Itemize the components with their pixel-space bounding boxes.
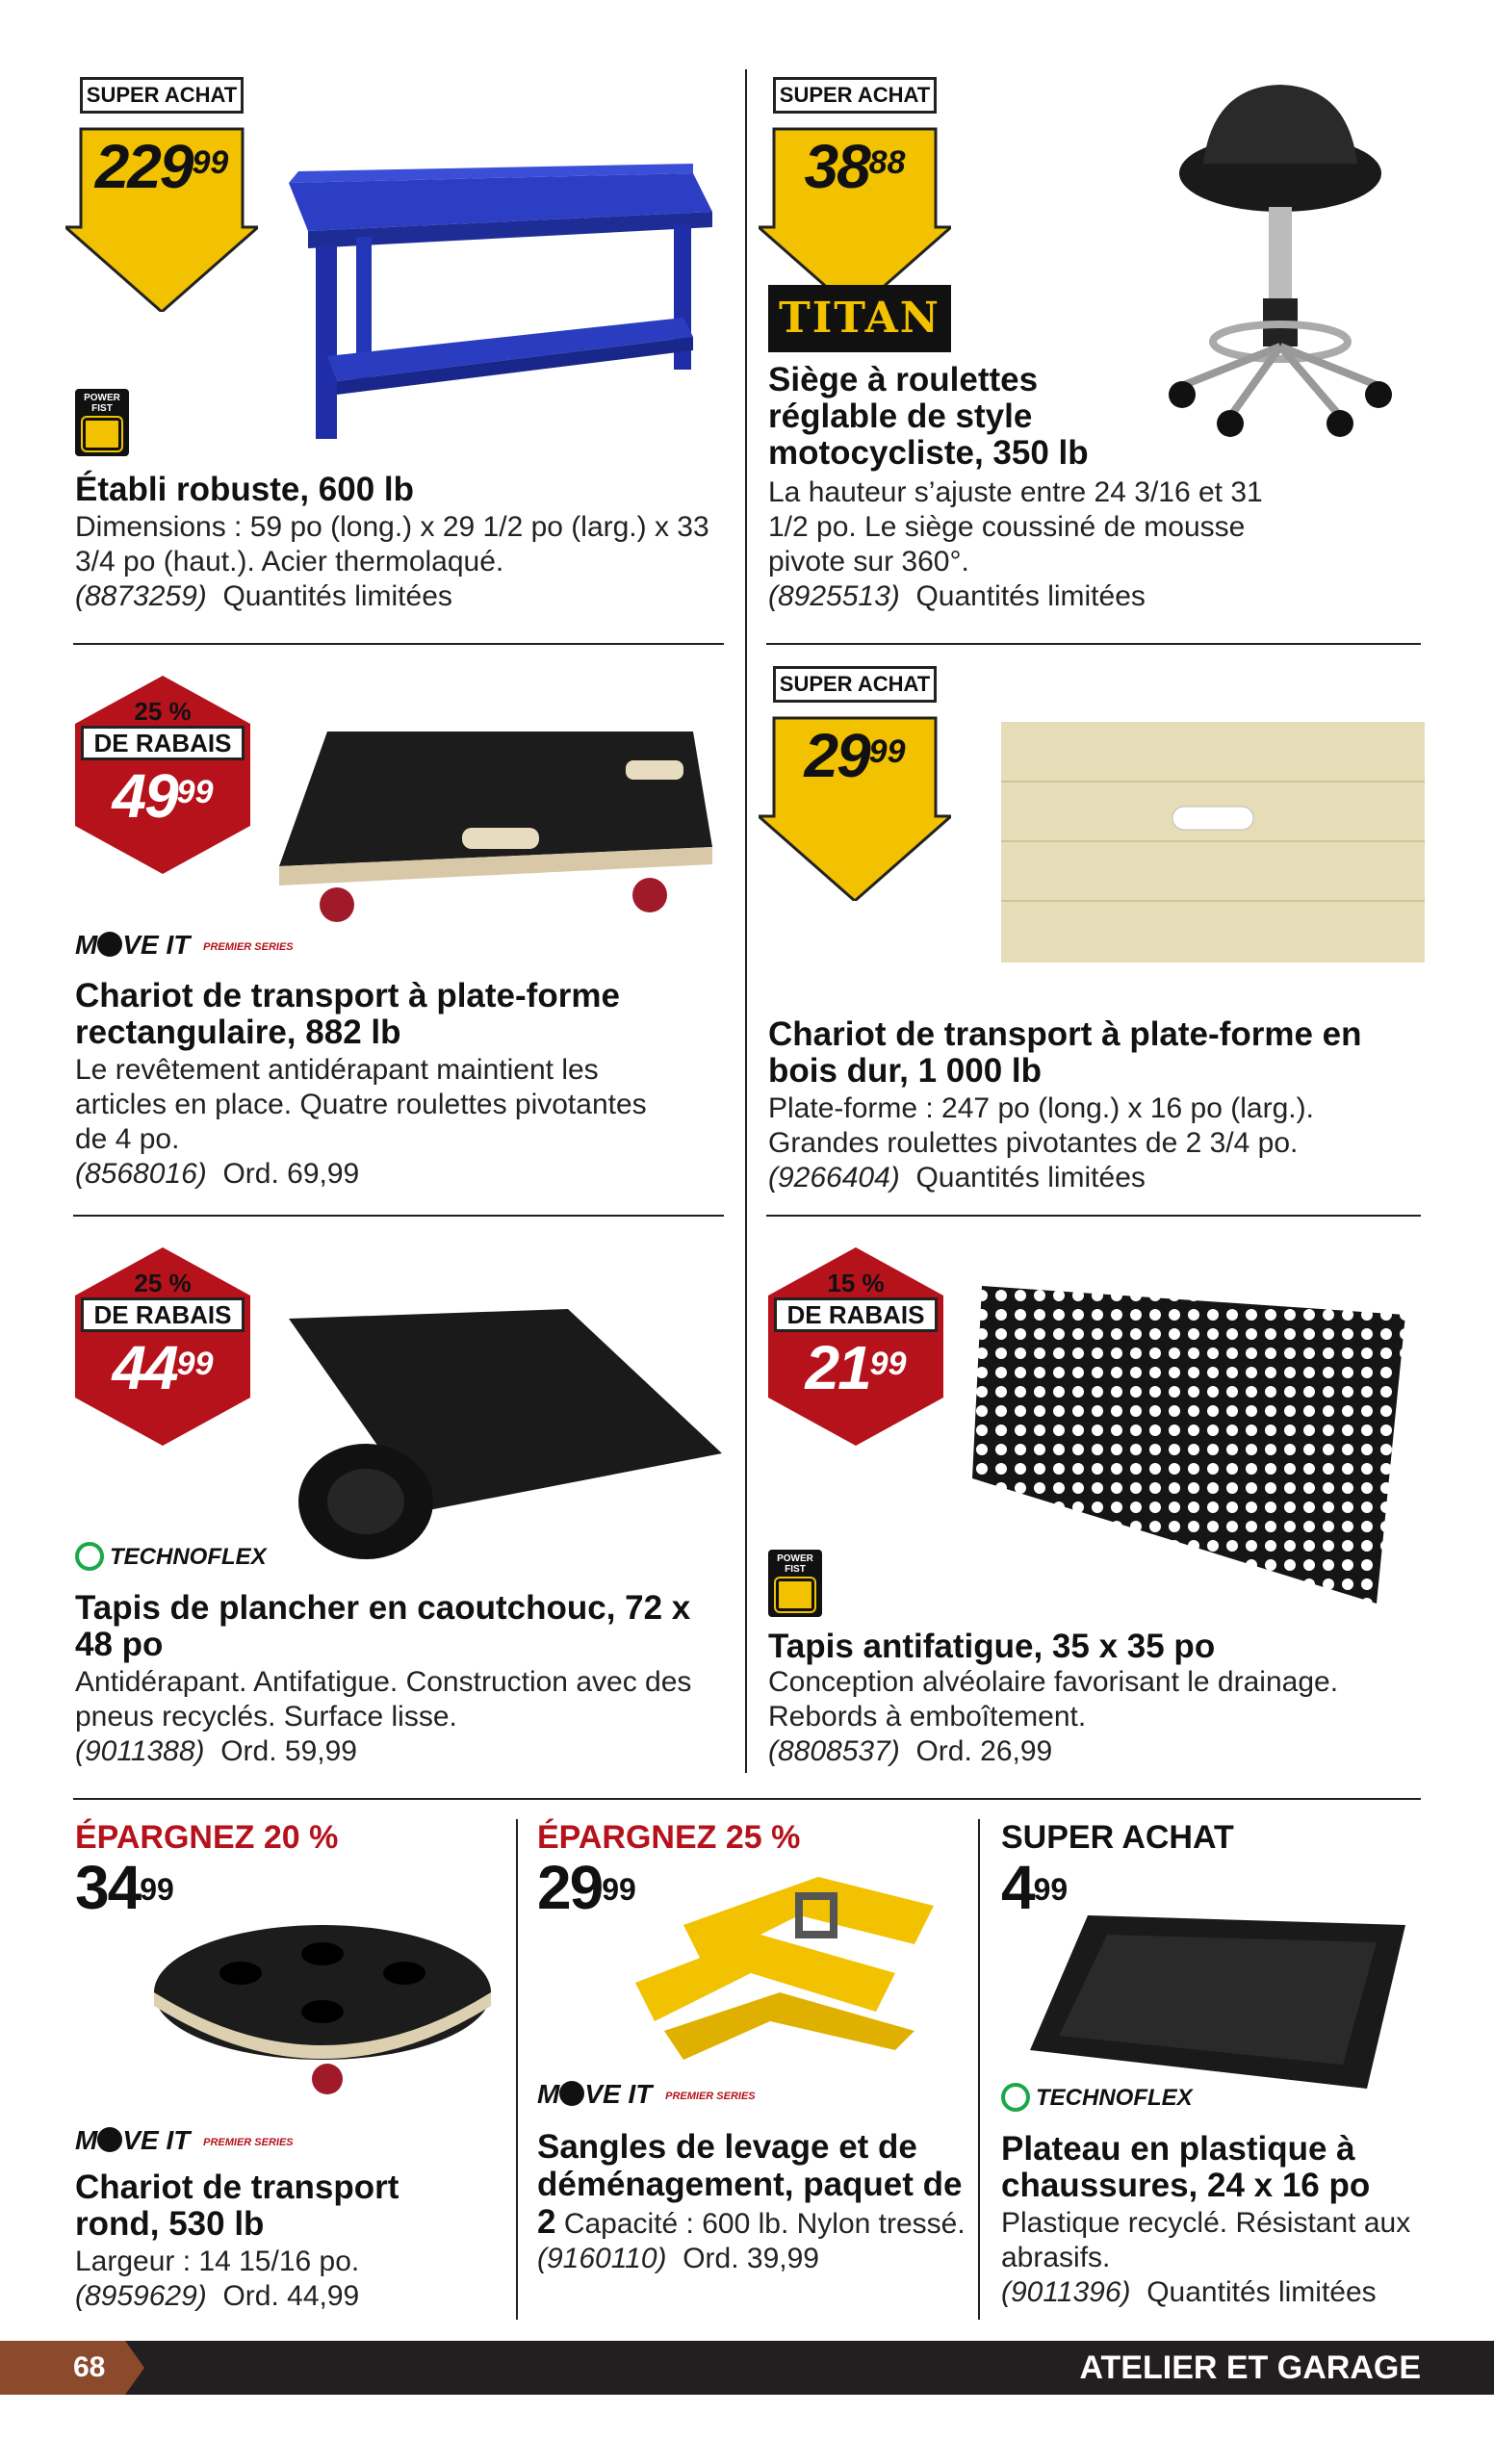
column-divider-top <box>745 69 747 1773</box>
product-desc: Plastique recyclé. Résistant aux abrasifs. (9011396) Quantités limitées <box>1001 2207 1411 2308</box>
move-it-logo: M VE IT PREMIER SERIES <box>537 2079 756 2109</box>
price: $34^{99}$ <box>75 1853 174 1922</box>
product-title: Chariot de transport rond, 530 lb <box>75 2169 399 2243</box>
badge-label: SUPER ACHAT <box>773 77 937 114</box>
round-dolly-image <box>144 1915 501 2108</box>
rebate-label: DE RABAIS <box>81 1297 245 1332</box>
stool-image <box>1155 67 1405 443</box>
move-it-logo: M VE IT PREMIER SERIES <box>75 930 294 960</box>
row-divider-2-right <box>766 1215 1421 1217</box>
power-fist-logo: POWER FIST <box>768 1550 822 1617</box>
product-title: Chariot de transport à plate-forme en bois dur, 1 000 lb <box>768 1015 1362 1090</box>
product-title: Sangles de levage et de déménagement, paquet de 2 <box>537 2128 963 2241</box>
save-label: SUPER ACHAT <box>1001 1819 1234 1856</box>
super-achat-badge <box>65 77 258 250</box>
technoflex-logo: TECHNOFLEX <box>1001 2079 1193 2118</box>
price: $49^{99}$ <box>112 761 214 831</box>
price: $38^{88}$ <box>804 132 906 201</box>
rubber-mat-image <box>279 1299 732 1569</box>
rebate-label: DE RABAIS <box>81 726 245 760</box>
section-title: ATELIER ET GARAGE <box>1079 2349 1421 2386</box>
titan-logo: TITAN <box>768 285 951 352</box>
rebate-badge <box>764 1245 947 1448</box>
row-divider-2-left <box>73 1215 724 1217</box>
price: $44^{99}$ <box>112 1333 214 1402</box>
anti-fatigue-mat-image <box>972 1286 1405 1604</box>
rebate-percent: 25 % <box>134 697 192 726</box>
move-it-logo: M VE IT PREMIER SERIES <box>75 2125 294 2155</box>
save-label: ÉPARGNEZ 25 % <box>537 1819 801 1856</box>
rebate-label: DE RABAIS <box>774 1297 938 1332</box>
workbench-image <box>270 164 722 443</box>
product-title: Établi robuste, 600 lb <box>75 471 415 508</box>
page-number: 68 <box>73 2351 106 2383</box>
page-number-tab <box>0 2341 144 2395</box>
product-desc: Le revêtement antidérapant maintient les articles en place. Quatre roulettes pivotantes de 4 po. (8568016) Ord. 69,99 <box>75 1054 647 1190</box>
product-title: Tapis antifatigue, 35 x 35 po <box>768 1628 1216 1665</box>
badge-label: SUPER ACHAT <box>80 77 244 114</box>
rebate-percent: 15 % <box>827 1269 885 1297</box>
product-title: Tapis de plancher en caoutchouc, 72 x 48 po <box>75 1589 691 1663</box>
rebate-badge <box>71 674 254 876</box>
column-divider-bottom-1 <box>516 1819 518 2320</box>
product-desc: Sangles de levage et de déménagement, paquet de 2 Capacité : 600 lb. Nylon tressé. (9160110) Ord. 39,99 <box>537 2128 966 2274</box>
lifting-straps-image <box>626 1867 963 2060</box>
product-title: Chariot de transport à plate-forme rectangulaire, 882 lb <box>75 977 620 1051</box>
hardwood-dolly-image <box>1001 722 1425 972</box>
product-desc: Antidérapant. Antifatigue. Construction avec des pneus recyclés. Surface lisse. (9011388) Ord. 59,99 <box>75 1666 692 1767</box>
super-achat-badge <box>759 666 951 839</box>
technoflex-logo: TECHNOFLEX <box>75 1538 267 1577</box>
power-fist-logo: POWER FIST <box>75 389 129 456</box>
price: $29^{99}$ <box>537 1853 636 1922</box>
product-title: Plateau en plastique à chaussures, 24 x 16 po <box>1001 2130 1371 2204</box>
column-divider-bottom-2 <box>978 1819 980 2320</box>
row-divider-1-left <box>73 643 724 645</box>
rebate-badge <box>71 1245 254 1448</box>
price: $4^{99}$ <box>1001 1853 1069 1922</box>
rebate-percent: 25 % <box>134 1269 192 1297</box>
shoe-tray-image <box>1020 1906 1425 2098</box>
product-desc: Conception alvéolaire favorisant le drainage. Rebords à emboîtement. (8808537) Ord. 26,99 <box>768 1666 1339 1767</box>
product-desc: Plate-forme : 247 po (long.) x 16 po (larg.). Grandes roulettes pivotantes de 2 3/4 po. (9266404) Quantités limitées <box>768 1092 1314 1194</box>
price: $21^{99}$ <box>805 1333 907 1402</box>
product-title: Siège à roulettes réglable de style motocycliste, 350 lb <box>768 361 1089 472</box>
price: $29^{99}$ <box>804 721 906 790</box>
rectangular-dolly-image <box>270 722 722 934</box>
super-achat-badge <box>759 77 951 250</box>
row-divider-3 <box>73 1798 1421 1800</box>
product-desc: Largeur : 14 15/16 po. (8959629) Ord. 44,99 <box>75 2246 360 2312</box>
product-desc: Dimensions : 59 po (long.) x 29 1/2 po (larg.) x 33 3/4 po (haut.). Acier thermolaqué. (8873259) Quantités limitées <box>75 511 709 612</box>
product-desc: La hauteur s’ajuste entre 24 3/16 et 31 1/2 po. Le siège coussiné de mousse pivote sur 360°. (8925513) Quantités limitées <box>768 476 1263 612</box>
price: $229^{99}$ <box>94 132 229 201</box>
save-label: ÉPARGNEZ 20 % <box>75 1819 339 1856</box>
row-divider-1-right <box>766 643 1421 645</box>
badge-label: SUPER ACHAT <box>773 666 937 703</box>
